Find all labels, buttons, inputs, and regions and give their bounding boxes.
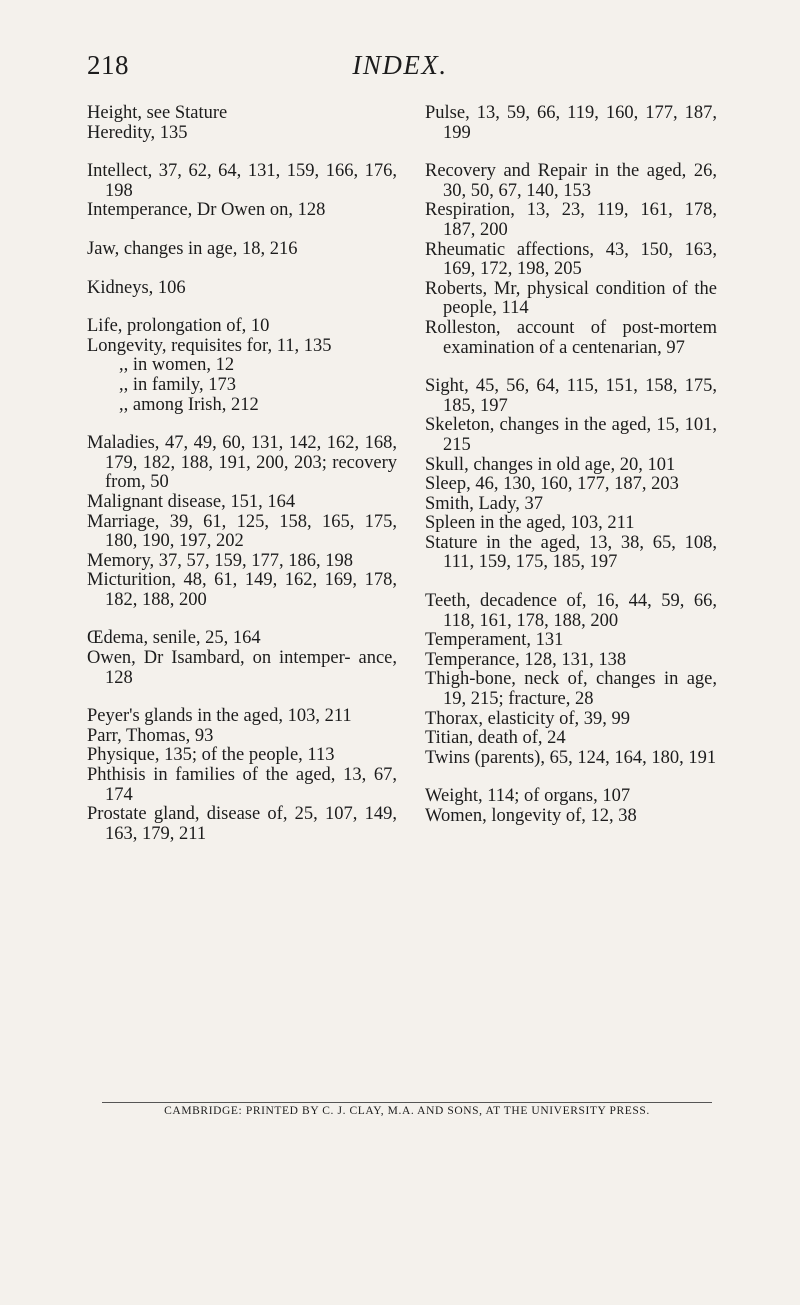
index-entry: Maladies, 47, 49, 60, 131, 142, 162, 168, 179, 182, 188, 191, 200, 203; recovery from, 50 bbox=[87, 433, 397, 493]
index-entry: Skull, changes in old age, 20, 101 bbox=[425, 454, 676, 475]
index-entry: Temperance, 128, 131, 138 bbox=[425, 649, 627, 670]
index-entry: Marriage, 39, 61, 125, 158, 165, 175, 180, 190, 197, 202 bbox=[87, 511, 397, 552]
index-entry: Longevity, requisites for, 11, 135 bbox=[87, 335, 332, 356]
index-entry: Malignant disease, 151, 164 bbox=[87, 491, 296, 512]
index-entry: Rolleston, account of post-mortem examination of a centenarian, 97 bbox=[425, 317, 717, 358]
running-title: INDEX. bbox=[352, 50, 448, 80]
index-entry: Phthisis in families of the aged, 13, 67, 174 bbox=[87, 765, 397, 805]
page-header bbox=[0, 50, 800, 86]
page-number: 218 bbox=[87, 50, 129, 80]
index-entry: Pulse, 13, 59, 66, 119, 160, 177, 187, 199 bbox=[425, 103, 717, 143]
index-entry: Sleep, 46, 130, 160, 177, 187, 203 bbox=[425, 474, 679, 495]
index-entry: Intellect, 37, 62, 64, 131, 159, 166, 176, 198 bbox=[87, 161, 397, 201]
index-entry: Thorax, elasticity of, 39, 99 bbox=[425, 708, 630, 729]
index-entry: Heredity, 135 bbox=[87, 122, 188, 143]
index-entry: Titian, death of, 24 bbox=[425, 728, 566, 749]
index-subentry: ,, in family, 173 bbox=[119, 374, 236, 395]
index-entry: Recovery and Repair in the aged, 26, 30, 50, 67, 140, 153 bbox=[425, 161, 717, 201]
index-entry: Intemperance, Dr Owen on, 128 bbox=[87, 200, 326, 221]
index-entry: Œdema, senile, 25, 164 bbox=[87, 628, 261, 649]
index-entry: Life, prolongation of, 10 bbox=[87, 316, 270, 337]
index-entry: Prostate gland, disease of, 25, 107, 149, 163, 179, 211 bbox=[87, 804, 397, 844]
index-entry: Skeleton, changes in the aged, 15, 101, 215 bbox=[425, 415, 717, 455]
index-entry: Temperament, 131 bbox=[425, 630, 564, 651]
index-entry: Rheumatic affections, 43, 150, 163, 169, 172, 198, 205 bbox=[425, 239, 717, 280]
index-entry: Respiration, 13, 23, 119, 161, 178, 187, 200 bbox=[425, 200, 717, 240]
index-column-left bbox=[87, 104, 397, 844]
index-entry: Weight, 114; of organs, 107 bbox=[425, 786, 631, 807]
index-subentry: ,, among Irish, 212 bbox=[119, 394, 259, 415]
index-entry: Peyer's glands in the aged, 103, 211 bbox=[87, 706, 352, 727]
index-entry: Height, see Stature bbox=[87, 103, 228, 123]
index-entry: Thigh-bone, neck of, changes in age, 19, 215; fracture, 28 bbox=[425, 669, 717, 710]
index-entry: Kidneys, 106 bbox=[87, 277, 186, 298]
index-entry: Parr, Thomas, 93 bbox=[87, 725, 214, 746]
printer-colophon: CAMBRIDGE: PRINTED BY C. J. CLAY, M.A. AND SONS, AT THE UNIVERSITY PRESS. bbox=[102, 1102, 712, 1117]
index-entry: Owen, Dr Isambard, on intemper- ance, 128 bbox=[87, 648, 397, 688]
index-entry: Sight, 45, 56, 64, 115, 151, 158, 175, 185, 197 bbox=[425, 376, 717, 416]
index-subentry: ,, in women, 12 bbox=[119, 355, 235, 376]
index-entry: Physique, 135; of the people, 113 bbox=[87, 745, 335, 766]
index-entry: Women, longevity of, 12, 38 bbox=[425, 806, 637, 826]
index-entry: Memory, 37, 57, 159, 177, 186, 198 bbox=[87, 550, 354, 571]
index-entry: Spleen in the aged, 103, 211 bbox=[425, 513, 635, 534]
index-entry: Teeth, decadence of, 16, 44, 59, 66, 118, 161, 178, 188, 200 bbox=[425, 591, 717, 631]
index-entry: Stature in the aged, 13, 38, 65, 108, 111, 159, 175, 185, 197 bbox=[425, 532, 717, 573]
index-entry: Roberts, Mr, physical condition of the people, 114 bbox=[425, 278, 717, 319]
index-entry: Twins (parents), 65, 124, 164, 180, 191 bbox=[425, 747, 717, 768]
index-column-right bbox=[425, 104, 717, 827]
index-entry: Micturition, 48, 61, 149, 162, 169, 178, 182, 188, 200 bbox=[87, 570, 397, 610]
index-entry: Jaw, changes in age, 18, 216 bbox=[87, 238, 298, 259]
index-entry: Smith, Lady, 37 bbox=[425, 493, 544, 514]
